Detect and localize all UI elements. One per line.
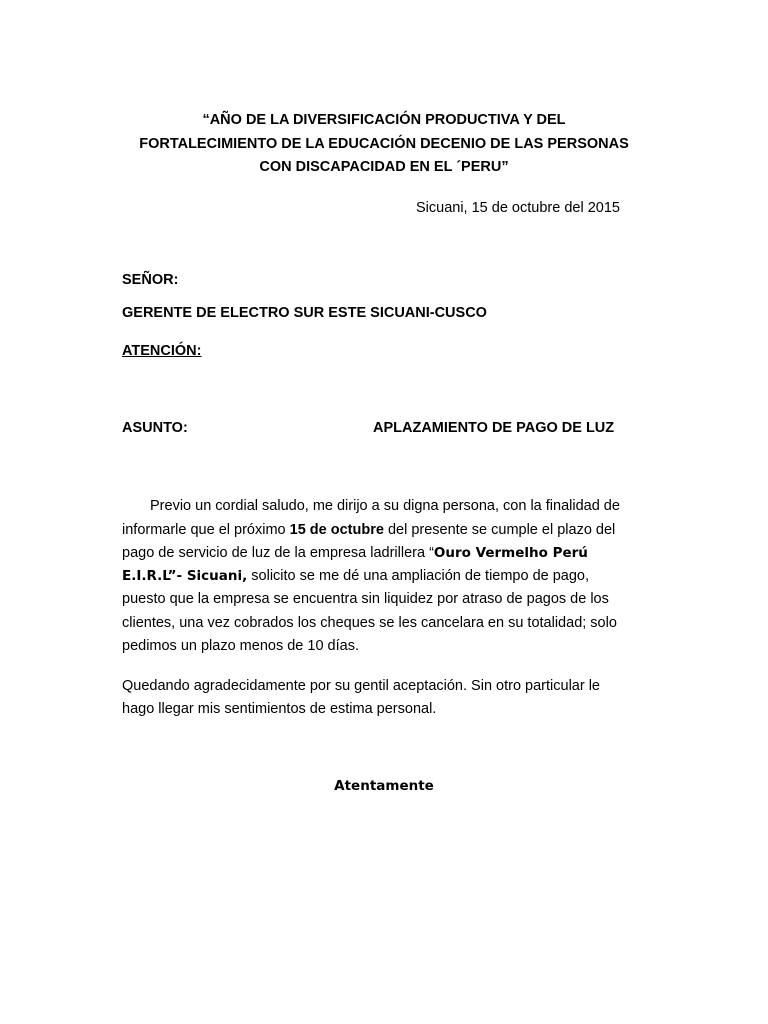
subject-label: ASUNTO: [122, 420, 188, 436]
paragraph-1-line-4-text-b: solicito se me dé una ampliación de tiempo de pago, [247, 568, 590, 584]
paragraph-1-line-4 [122, 567, 589, 585]
attention-label: ATENCIÓN: [122, 343, 202, 359]
company-suffix: E.I.R.L”- Sicuani, [122, 568, 248, 584]
company-name: Ouro Vermelho Perú [433, 545, 588, 561]
header-title-line-2: FORTALECIMIENTO DE LA EDUCACIÓN DECENIO DE LAS PERSONAS [139, 136, 629, 152]
subject-value: APLAZAMIENTO DE PAGO DE LUZ [373, 420, 615, 436]
highlight-date: 15 de octubre [289, 522, 384, 538]
closing-signoff: Atentamente [334, 778, 434, 794]
paragraph-1-line-1: Previo un cordial saludo, me dirijo a su digna persona, con la finalidad de [150, 498, 620, 514]
paragraph-1-line-7: pedimos un plazo menos de 10 días. [122, 638, 359, 654]
paragraph-1-line-6: clientes, una vez cobrados los cheques se les cancelara en su totalidad; solo [122, 615, 617, 631]
paragraph-2-line-1: Quedando agradecidamente por su gentil aceptación. Sin otro particular le [122, 678, 600, 694]
salutation: SEÑOR: [122, 272, 179, 288]
paragraph-1-line-5: puesto que la empresa se encuentra sin liquidez por atraso de pagos de los [122, 591, 609, 607]
paragraph-1-line-3-text-a: pago de servicio de luz de la empresa ladrillera “ [122, 545, 434, 561]
paragraph-1-line-2 [122, 521, 615, 539]
paragraph-2-line-2: hago llegar mis sentimientos de estima personal. [122, 701, 437, 717]
header-title-line-3: CON DISCAPACIDAD EN EL ´PERU” [259, 159, 509, 175]
recipient-name: GERENTE DE ELECTRO SUR ESTE SICUANI-CUSCO [122, 305, 487, 321]
paragraph-1-line-2-text-c: del presente se cumple el plazo del [383, 522, 616, 538]
letter-date: Sicuani, 15 de octubre del 2015 [416, 200, 620, 216]
header-title-line-1: “AÑO DE LA DIVERSIFICACIÓN PRODUCTIVA Y DEL [202, 112, 566, 128]
paragraph-1-line-3 [122, 544, 588, 562]
paragraph-1-line-2-text-a: informarle que el próximo [122, 522, 290, 538]
